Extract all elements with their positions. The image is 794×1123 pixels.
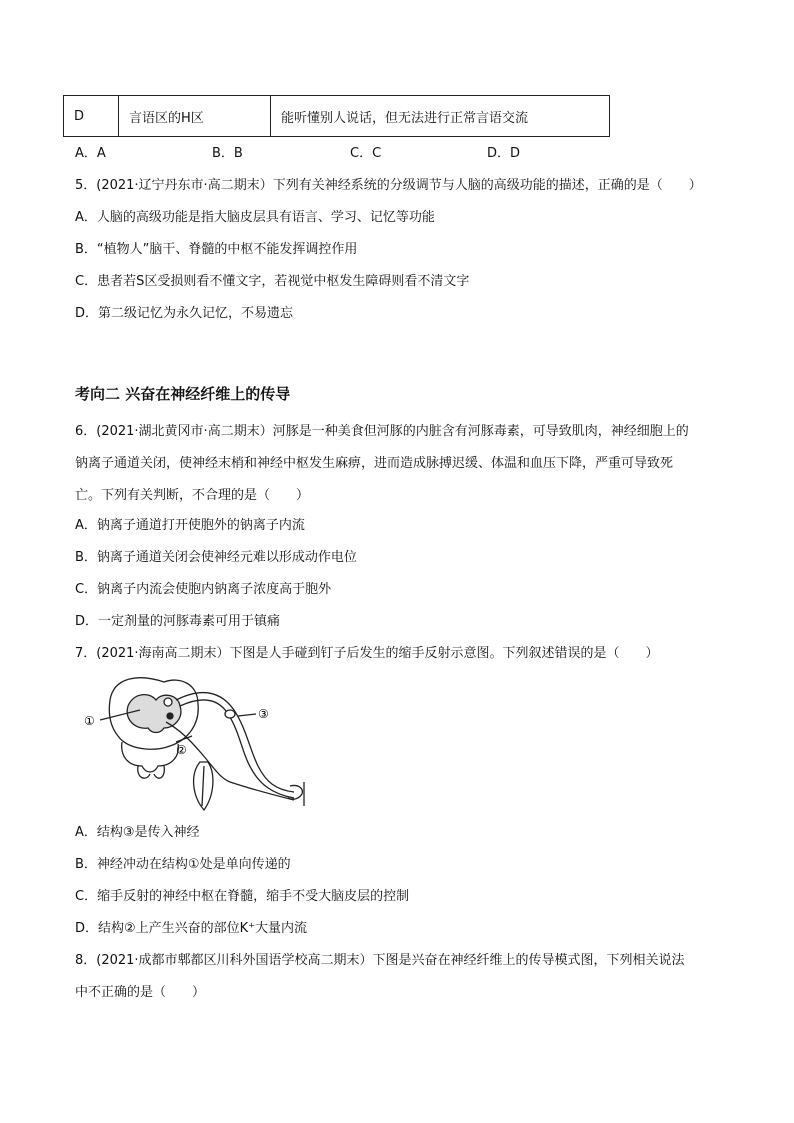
- q8-stem-line-1: 8．(2021·成都市郫都区川科外国语学校高二期末）下图是兴奋在神经纤维上的传导模式图，下列相关说法: [75, 953, 685, 968]
- q6-stem-line-3: 亡。下列有关判断，不合理的是（ ）: [75, 488, 310, 503]
- q6-option-c: C．钠离子内流会使胞内钠离子浓度高于胞外: [75, 582, 332, 597]
- table-cell: D: [64, 96, 119, 137]
- q6-option-d: D．一定剂量的河豚毒素可用于镇痛: [75, 614, 281, 629]
- table-row: [64, 96, 610, 137]
- figure-label-1: ①: [84, 714, 95, 728]
- q6-option-b: B．钠离子通道关闭会使神经元难以形成动作电位: [75, 550, 357, 565]
- q7-stem: 7．(2021·海南高二期末）下图是人手碰到钉子后发生的缩手反射示意图。下列叙述错误的是（ ）: [75, 646, 659, 661]
- q7-option-c: C．缩手反射的神经中枢在脊髓，缩手不受大脑皮层的控制: [75, 889, 410, 904]
- q7-option-b: B．神经冲动在结构①处是单向传递的: [75, 857, 291, 872]
- figure-label-3: ③: [258, 707, 269, 721]
- q6-stem-line-2: 钠离子通道关闭，使神经末梢和神经中枢发生麻痹，进而造成脉搏迟缓、体温和血压下降，严重可导致死: [75, 456, 674, 471]
- q5-option-d: D．第二级记忆为永久记忆，不易遗忘: [75, 306, 294, 321]
- table-cell: 能听懂别人说话，但无法进行正常言语交流: [271, 96, 610, 137]
- figure-label-2: ②: [176, 743, 187, 757]
- q6-option-a: A．钠离子通道打开使胞外的钠离子内流: [75, 518, 305, 533]
- q4-option-c: C．C: [350, 146, 382, 161]
- q4-option-b: B．B: [212, 146, 243, 161]
- q7-option-a: A．结构③是传入神经: [75, 825, 200, 840]
- answer-table: [63, 95, 610, 137]
- q6-stem-line-1: 6．(2021·湖北黄冈市·高二期末）河豚是一种美食但河豚的内脏含有河豚毒素，可导致肌肉，神经细胞上的: [75, 424, 689, 439]
- q5-option-a: A．人脑的高级功能是指大脑皮层具有语言、学习、记忆等功能: [75, 210, 435, 225]
- q7-option-d: D．结构②上产生兴奋的部位K⁺大量内流: [75, 921, 308, 936]
- section-heading: 考向二 兴奋在神经纤维上的传导: [75, 385, 291, 403]
- q8-stem-line-2: 中不正确的是（ ）: [75, 985, 206, 1000]
- q5-stem: 5．(2021·辽宁丹东市·高二期末）下列有关神经系统的分级调节与人脑的高级功能的描述，正确的是（ ）: [75, 178, 702, 193]
- q5-option-c: C．患者若S区受损则看不懂文字，若视觉中枢发生障碍则看不清文字: [75, 274, 470, 289]
- q4-option-a: A．A: [75, 146, 106, 161]
- q4-option-d: D．D: [487, 146, 521, 161]
- table-cell: 言语区的H区: [119, 96, 271, 137]
- reflex-arc-figure: [80, 670, 310, 812]
- q5-option-b: B．“植物人”脑干、脊髓的中枢不能发挥调控作用: [75, 242, 358, 257]
